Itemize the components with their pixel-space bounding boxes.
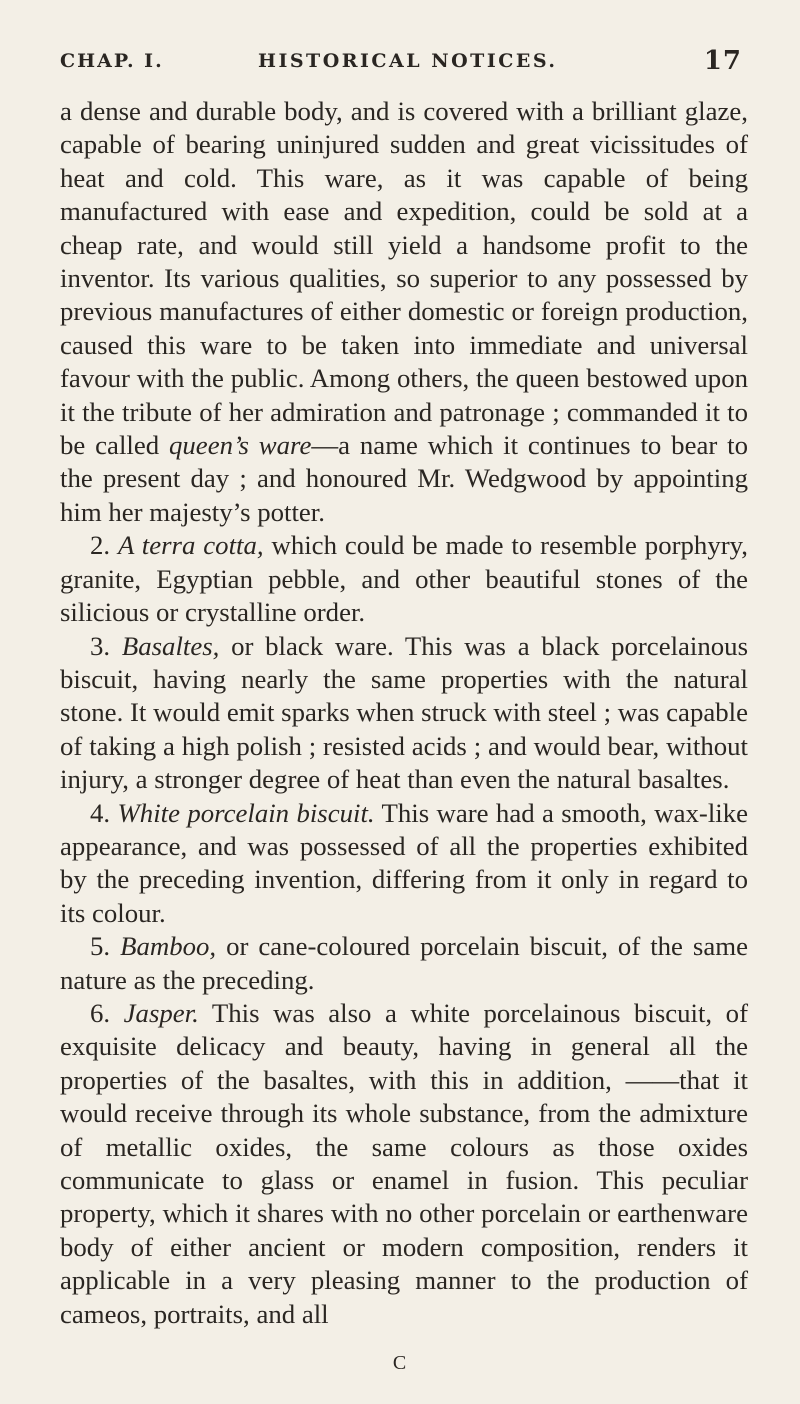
paragraph-item-4 — [60, 797, 748, 931]
signature-mark: C — [392, 1352, 408, 1374]
running-head — [60, 46, 748, 90]
text-run: 4. — [90, 797, 118, 828]
text-run: 3. — [90, 630, 122, 661]
text-run-italic: White porcelain biscuit. — [117, 797, 375, 828]
text-run-italic: Basaltes, — [121, 630, 220, 661]
text-run-italic: Jasper. — [123, 997, 199, 1028]
paragraph-item-2 — [60, 529, 748, 629]
text-run-italic: queen’s ware — [169, 430, 312, 461]
text-run: 6. — [90, 997, 124, 1028]
paragraph-continuation — [60, 95, 748, 529]
page-number: 17 — [703, 46, 742, 76]
text-run: 5. — [90, 931, 121, 962]
text-run-italic: A terra cotta, — [118, 530, 264, 561]
text-run: This ware had a smooth, wax-like appearance, and was possessed of all the properties exhibited by the preceding invention, differing from it only in regard to its colour. — [60, 797, 748, 928]
text-run: a dense and durable body, and is covered with a brilliant glaze, capable of bearing uninjured sudden and great vicissitudes of heat and cold. This ware, as it was capable of being manufactured with ease and expedition, could be sold at a cheap rate, and would still yield a handsome profit to the inventor. Its various qualities, so superior to any possessed by previous manufactures of either domestic or foreign production, caused this ware to be taken into immediate and universal favour with the public. Among others, the queen bestowed upon it the tribute of her admiration and patronage ; commanded it to be called — [60, 96, 748, 461]
text-run: —a name which it continues to bear to the present day ; and honoured Mr. Wedgwood by appointing him her majesty’s potter. — [60, 430, 748, 527]
body-text — [60, 95, 748, 1331]
chapter-label: CHAP. I. — [60, 50, 164, 72]
section-title: HISTORICAL NOTICES. — [258, 50, 558, 72]
text-run: or black ware. This was a black porcelainous biscuit, having nearly the same properties with the natural stone. It would emit sparks when struck with steel ; was capable of taking a high polish ; resisted acids ; and would bear, without injury, a stronger degree of heat than even the natural basaltes. — [60, 630, 748, 795]
text-run: 2. — [90, 530, 118, 561]
text-run: which could be made to resemble porphyry, granite, Egyptian pebble, and other beautiful stones of the silicious or crystalline order. — [60, 530, 748, 628]
paragraph-item-5 — [60, 930, 748, 997]
text-run: This was also a white porcelainous biscuit, of exquisite delicacy and beauty, having in general all the properties of the basaltes, with this in addition, ——that it would receive through its whole substance, from the admixture of metallic oxides, the same colours as those oxides communicate to glass or enamel in fusion. This peculiar property, which it shares with no other porcelain or earthenware body of either ancient or modern composition, renders it applicable in a very pleasing manner to the production of cameos, portraits, and all — [60, 997, 748, 1329]
text-run-italic: Bamboo, — [120, 931, 217, 962]
paragraph-item-3 — [60, 630, 748, 797]
text-run: or cane-coloured porcelain biscuit, of the same nature as the preceding. — [60, 931, 748, 995]
paragraph-item-6 — [60, 997, 748, 1331]
